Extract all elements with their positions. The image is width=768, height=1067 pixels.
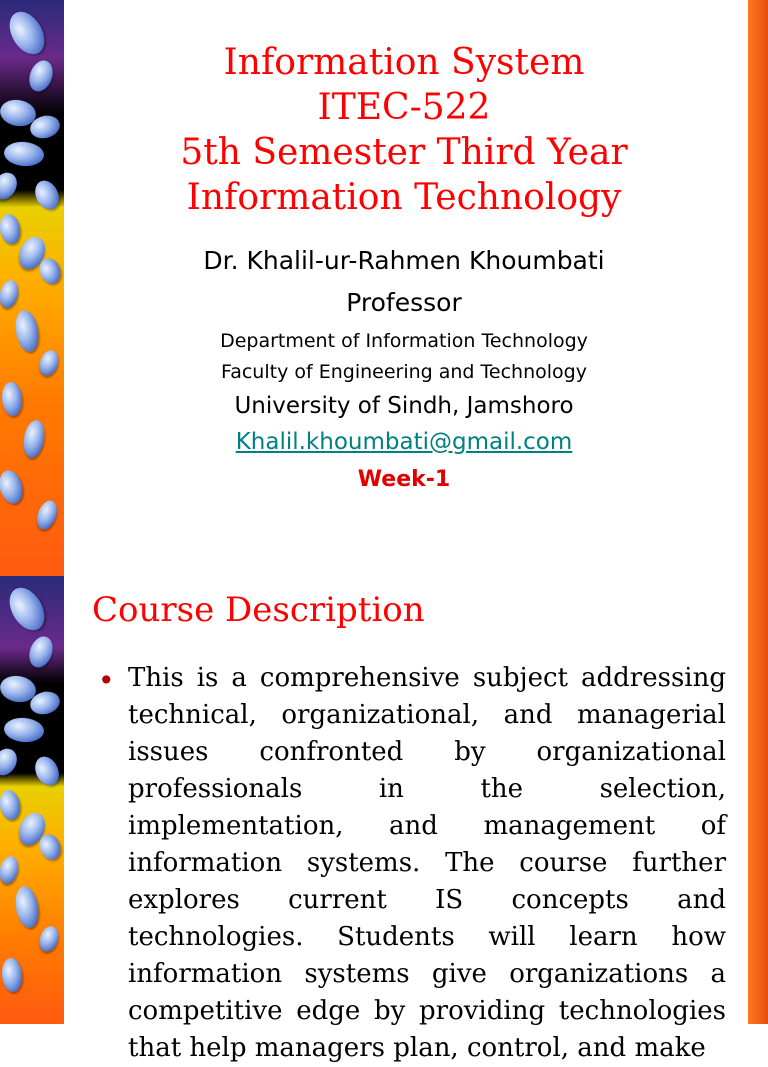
- instructor-name: Dr. Khalil-ur-Rahmen Khoumbati: [203, 246, 605, 275]
- pill-decoration: [13, 884, 42, 929]
- pill-decoration: [0, 278, 21, 310]
- pill-decoration: [13, 308, 42, 353]
- slide-title-block: [96, 40, 712, 220]
- pill-decoration: [21, 419, 47, 460]
- course-description-text: This is a comprehensive subject addressing technical, organizational, and managerial issues confronted by organizational professionals in the selection, implementation, and management of information systems. The course further explores current IS concepts and technologies. Students will learn how information systems give organizations a competitive edge by providing technologies that help managers plan, control, and make: [128, 663, 726, 1063]
- pill-decoration: [3, 582, 52, 637]
- course-code: ITEC-522: [317, 87, 491, 128]
- bullet-marker: •: [98, 664, 115, 697]
- pill-decoration: [0, 168, 22, 203]
- pill-decoration: [33, 498, 60, 532]
- pill-decoration: [31, 753, 64, 789]
- pill-decoration: [3, 716, 45, 743]
- pill-decoration: [31, 177, 64, 213]
- program-line: Information Technology: [186, 177, 622, 218]
- pill-decoration: [0, 468, 26, 507]
- pill-decoration: [0, 854, 21, 886]
- pill-decoration: [0, 788, 22, 821]
- department-name: Department of Information Technology: [220, 330, 588, 352]
- slide-course-description: [0, 576, 768, 1063]
- instructor-role: Professor: [346, 288, 462, 317]
- semester-line: 5th Semester Third Year: [180, 132, 628, 173]
- right-accent-bar: [748, 0, 768, 576]
- university-name: University of Sindh, Jamshoro: [234, 393, 574, 419]
- pill-decoration: [0, 744, 22, 779]
- faculty-name: Faculty of Engineering and Technology: [221, 361, 587, 383]
- right-accent-bar: [748, 576, 768, 1024]
- pill-decoration: [25, 57, 57, 95]
- decorative-pill-strip: [0, 576, 64, 1024]
- email-link[interactable]: Khalil.khoumbati@gmail.com: [235, 429, 573, 455]
- section-heading: Course Description: [92, 590, 425, 630]
- pill-decoration: [36, 348, 62, 379]
- course-title: Information System: [223, 42, 585, 83]
- pill-decoration: [3, 140, 45, 167]
- week-label: Week-1: [357, 467, 451, 492]
- decorative-pill-strip: [0, 0, 64, 576]
- pill-decoration: [1, 381, 24, 417]
- pill-decoration: [25, 633, 57, 671]
- pill-decoration: [36, 924, 62, 955]
- pill-decoration: [1, 957, 24, 993]
- pill-decoration: [3, 6, 52, 61]
- pill-decoration: [0, 212, 22, 245]
